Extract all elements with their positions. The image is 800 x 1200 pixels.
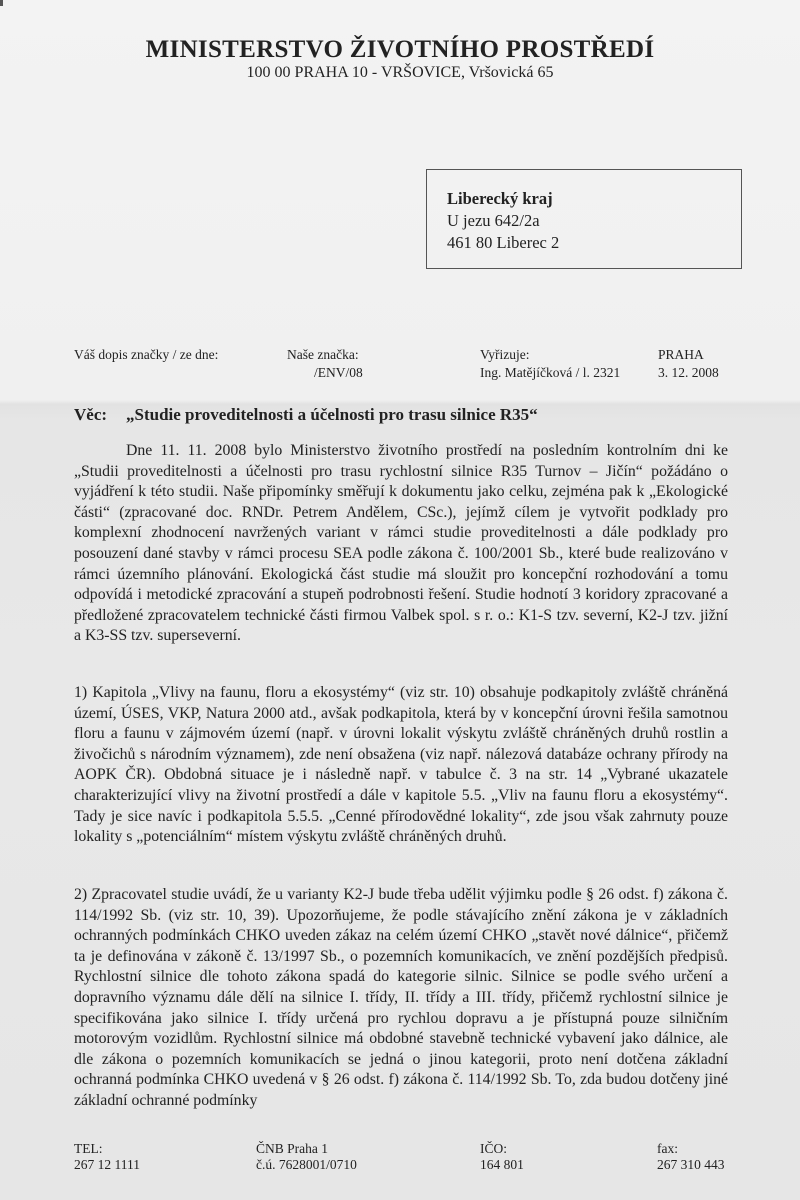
footer-tel (74, 1141, 140, 1173)
ministry-title: MINISTERSTVO ŽIVOTNÍHO PROSTŘEDÍ (145, 36, 655, 63)
body-paragraph-2 (74, 885, 728, 1112)
bank-account: č.ú. 7628001/0710 (256, 1157, 357, 1172)
paragraph-text: Dne 11. 11. 2008 bylo Ministerstvo životního prostředí na posledním kontrolním dni ke „Studii proveditelnosti a účelnosti pro trasu rychlostní silnice R35 Turnov – Jičín“ požádáno o vyjádření k této studii. Naše připomínky směřují k dokumentu jako celku, zejména pak k „Ekologické části“ (zpracované doc. RNDr. Petrem Andělem, CSc.), jejímž cílem je vytvořit podklady pro komplexní zhodnocení navržených variant v rámci studie proveditelnosti a dále podklady pro posouzení dané stavby v rámci procesu SEA podle zákona č. 100/2001 Sb., které bude realizováno v rámci územního plánování. Ekologická část studie má sloužit pro koncepční rozhodování a tomu odpovídá i metodické zpracování a stupeň podrobnosti řešení. Studie hodnotí 3 koridory zpracované a předložené zpracovatelem technické části firmou Valbek spol. s r. o.: K1-S tzv. severní, K2-J tzv. jižní a K3-SS tzv. superseverní. (74, 442, 728, 645)
footer-fax (657, 1141, 725, 1173)
recipient-street: U jezu 642/2a (447, 211, 540, 230)
footer-ico (480, 1141, 524, 1173)
handled-by-value: Ing. Matějíčková / l. 2321 (480, 365, 621, 380)
recipient-name: Liberecký kraj (447, 189, 553, 208)
fax-label: fax: (657, 1141, 678, 1156)
subject-text: „Studie proveditelnosti a účelnosti pro trasu silnice R35“ (126, 405, 538, 424)
ico-label: IČO: (480, 1141, 507, 1156)
recipient-address-box (426, 169, 742, 269)
tel-value: 267 12 1111 (74, 1157, 140, 1172)
letter-date: 3. 12. 2008 (658, 365, 719, 380)
subject-label: Věc: (74, 405, 108, 424)
place: PRAHA (658, 347, 704, 362)
body-paragraph-intro (74, 441, 728, 647)
recipient-city: 461 80 Liberec 2 (447, 233, 560, 252)
paragraph-text: 2) Zpracovatel studie uvádí, že u varianty K2-J bude třeba udělit výjimku podle § 26 odst. f) zákona č. 114/1992 Sb. (viz str. 10, 39). Upozorňujeme, že podle stávajícího znění zákona je v základních ochranných podmínkách CHKO uveden zákaz na celém území CHKO „stavět nové dálnice“, přičemž ta je definována v zákoně č. 13/1997 Sb., o pozemních komunikacích, ve znění pozdějších předpisů. Rychlostní silnice dle tohoto zákona spadá do kategorie silnic. Silnice se podle svého určení a dopravního významu dále dělí na silnice I. třídy, II. třídy a III. třídy, přičemž rychlostní silnice je specifikována jako silnice I. třídy určená pro rychlou dopravu a je přístupná pouze silničním motorovým vozidlům. Rychlostní silnice má obdobné stavebně technické vybavení jako dálnice, ale dle zákona o pozemních komunikacích se jedná o jinou kategorii, proto není dotčena základní ochranná podmínka CHKO uvedená v § 26 odst. f) zákona č. 114/1992 Sb. To, zda budou dotčeny jiné základní ochranné podmínky (74, 886, 728, 1109)
bank-label: ČNB Praha 1 (256, 1141, 328, 1156)
our-ref-value: /ENV/08 (314, 365, 363, 380)
handled-by-label: Vyřizuje: (480, 347, 530, 362)
ico-value: 164 801 (480, 1157, 524, 1172)
fax-value: 267 310 443 (657, 1157, 725, 1172)
body-paragraph-1 (74, 683, 728, 848)
ministry-address: 100 00 PRAHA 10 - VRŠOVICE, Vršovická 65 (246, 64, 554, 81)
subject-line (74, 405, 538, 425)
paragraph-text: 1) Kapitola „Vlivy na faunu, floru a ekosystémy“ (viz str. 10) obsahuje podkapitoly zvláště chráněná území, ÚSES, VKP, Natura 2000 atd., avšak podkapitola, která by v koncepční úrovni řešila samotnou floru a faunu v zájmovém území (např. v úrovni lokalit výskytu zvláště chráněných druhů rostlin a živočichů s národním významem), zde není obsažena (viz např. nálezová databáze ochrany přírody na AOPK ČR). Obdobná situace je i následně např. v tabulce č. 3 na str. 14 „Vybrané ukazatele charakterizující vlivy na životní prostředí a dále v kapitole 5.5. „Vliv na faunu floru a ekosystémy“. Tady je sice navíc i podkapitola 5.5.5. „Cenné přírodovědné lokality“, zde jsou však zahrnuty pouze lokality s „potenciálním“ místem výskytu zvláště chráněných druhů. (74, 684, 728, 846)
your-letter-label: Váš dopis značky / ze dne: (74, 347, 219, 362)
scan-speck (0, 0, 3, 6)
tel-label: TEL: (74, 1141, 103, 1156)
our-ref-label: Naše značka: (287, 347, 359, 362)
footer-bank (256, 1141, 357, 1173)
